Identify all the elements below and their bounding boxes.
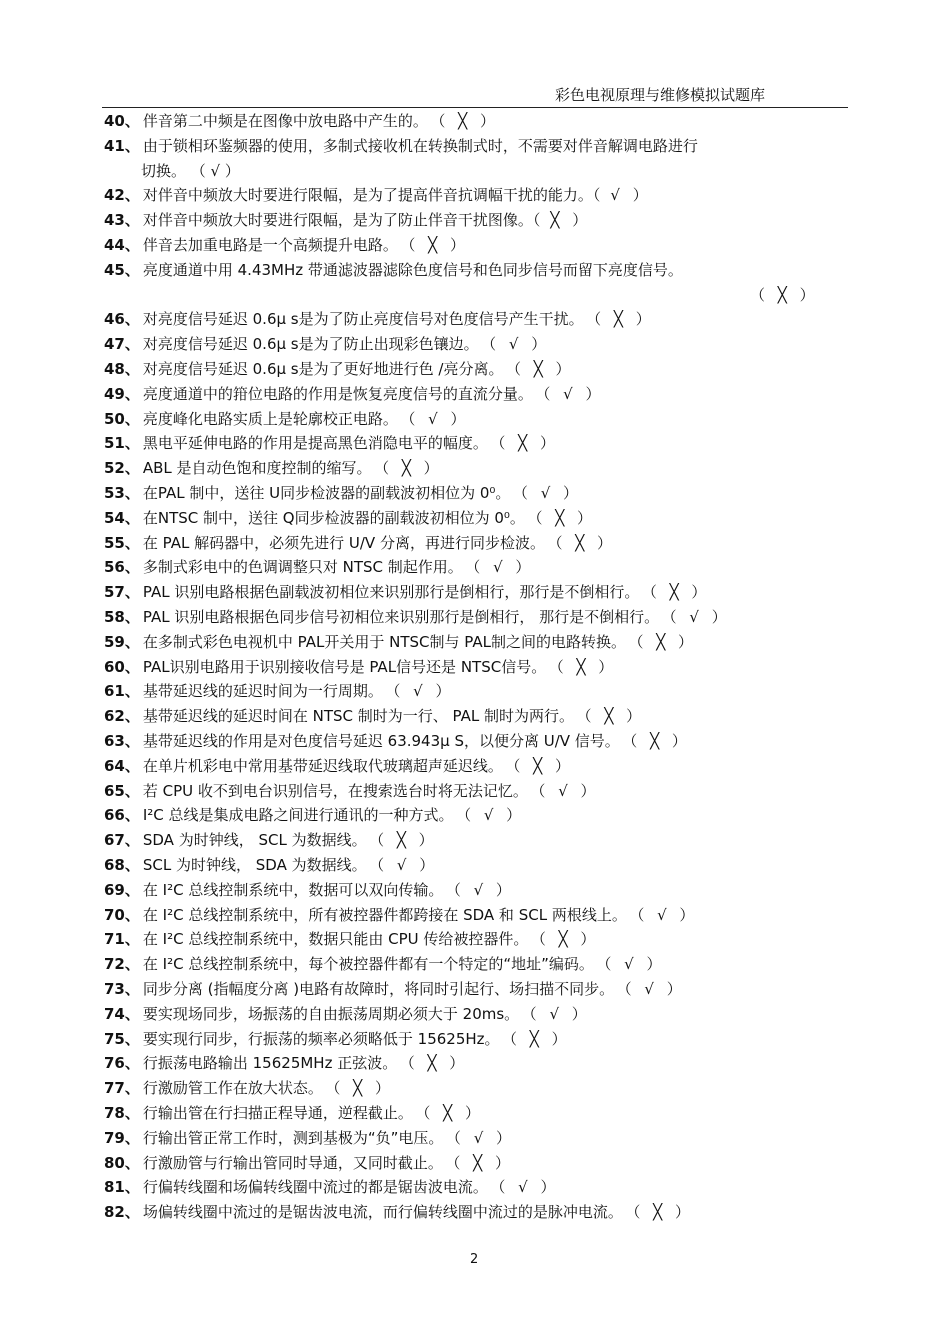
question-number: 82、 — [104, 1203, 140, 1222]
question-number: 60、 — [104, 657, 140, 676]
question-item — [104, 137, 708, 155]
answer-mark: （ ╳ ） — [332, 1079, 394, 1098]
question-text: 伴音去加重电路是一个高频提升电路。 — [142, 236, 398, 254]
question-number: 46、 — [104, 310, 140, 329]
question-number: 50、 — [104, 409, 140, 428]
answer-mark: （ ╳ ） — [422, 1104, 484, 1122]
question-number: 71、 — [104, 930, 140, 949]
answer-mark: （ √ ） — [376, 856, 439, 874]
question-item — [104, 1005, 591, 1023]
question-number: 51、 — [104, 434, 140, 453]
answer-mark: （ ╳ ） — [649, 583, 711, 602]
question-item — [104, 1030, 571, 1048]
answer-mark: （ ╳ ） — [750, 285, 819, 304]
page-number: 2 — [470, 1252, 479, 1267]
question-continuation: 切换。 （ √ ） — [141, 161, 240, 180]
question-item — [104, 881, 515, 899]
answer-mark: （ ╳ ） — [381, 459, 443, 478]
answer-mark: （ ╳ ） — [407, 236, 469, 254]
answer-mark: （ √ ） — [392, 682, 455, 701]
question-item — [104, 732, 691, 750]
question-number: 65、 — [104, 781, 140, 800]
question-item — [104, 906, 698, 924]
answer-mark: （ √ ） — [463, 806, 526, 825]
question-text: SDA 为时钟线， SCL 为数据线。 — [142, 831, 367, 850]
question-number: 63、 — [104, 732, 140, 750]
question-number: 67、 — [104, 831, 140, 850]
question-number: 49、 — [104, 384, 140, 403]
question-number: 62、 — [104, 707, 140, 726]
question-text: 基带延迟线的作用是对色度信号延迟 63.943μ S，以便分离 U/V 信号。 — [142, 732, 620, 750]
answer-mark: （ ╳ ） — [538, 930, 600, 949]
question-text: 对伴音中频放大时要进行限幅，是为了提高伴音抗调幅干扰的能力。（ — [142, 186, 601, 205]
question-item — [104, 856, 438, 874]
question-text: SCL 为时钟线， SDA 为数据线。 — [142, 856, 367, 874]
question-item — [104, 310, 655, 328]
question-text: ABL 是自动色饱和度控制的缩写。 — [142, 459, 372, 478]
question-number: 81、 — [104, 1178, 140, 1197]
question-number: 64、 — [104, 756, 140, 775]
question-text: 在 PAL 解码器中，必须先进行 U/V 分离，再进行同步检波。 — [142, 533, 545, 552]
question-item — [104, 757, 574, 775]
question-number: 80、 — [104, 1153, 140, 1172]
question-text: 在PAL 制中，送往 U同步检波器的副载波初相位为 0⁰。 — [142, 484, 511, 502]
question-number: 61、 — [104, 682, 140, 701]
answer-mark: （ √ ） — [636, 905, 699, 924]
question-text: 在NTSC 制中，送往 Q同步检波器的副载波初相位为 0⁰。 — [142, 508, 525, 527]
question-number: 52、 — [104, 459, 140, 478]
question-item — [104, 1104, 484, 1122]
question-text: 要实现行同步，行振荡的频率必须略低于 15625Hz。 — [142, 1029, 500, 1048]
question-text: 行偏转线圈和场偏转线圈中流过的都是锯齿波电流。 — [142, 1178, 488, 1197]
answer-mark: （ ╳ ） — [509, 1029, 571, 1048]
question-item — [104, 707, 645, 725]
question-item — [104, 410, 470, 428]
answer-mark: （ √ ） — [407, 409, 470, 428]
question-item — [104, 236, 469, 254]
answer-mark: （ ╳ ） — [629, 732, 691, 750]
question-number: 40、 — [104, 112, 140, 130]
question-text: 行输出管在行扫描正程导通，逆程截止。 — [142, 1104, 413, 1122]
question-text: 在单片机彩电中常用基带延迟线取代玻璃超声延迟线。 — [142, 756, 503, 775]
question-item — [104, 608, 731, 626]
question-text: 在 I²C 总线控制系统中，所有被控器件都跨接在 SDA 和 SCL 两根线上。 — [142, 905, 627, 924]
question-item — [104, 186, 652, 204]
answer-mark: （ ╳ ） — [635, 632, 698, 651]
question-text: 行输出管正常工作时，测到基极为“负”电压。 — [142, 1128, 444, 1147]
answer-mark: √ ） — [610, 186, 652, 205]
question-text: 基带延迟线的延迟时间在 NTSC 制时为一行、 PAL 制时为两行。 — [142, 707, 575, 726]
question-item — [104, 261, 693, 279]
answer-mark: （ ╳ ） — [407, 1054, 469, 1073]
question-item — [104, 385, 605, 403]
question-item — [104, 633, 697, 651]
question-item — [104, 1178, 560, 1196]
question-text: 要实现场同步，场振荡的自由振荡周期必须大于 20ms。 — [142, 1004, 520, 1023]
question-item — [104, 930, 599, 948]
question-text: 对亮度信号延迟 0.6μ s是为了防止亮度信号对色度信号产生干扰。 — [142, 310, 584, 329]
question-number: 70、 — [104, 905, 140, 924]
question-number: 69、 — [104, 880, 140, 899]
question-number: 68、 — [104, 856, 140, 874]
answer-mark: （ ╳ ） — [437, 112, 499, 130]
question-number: 79、 — [104, 1128, 140, 1147]
question-text: I²C 总线是集成电路之间进行通讯的一种方式。 — [142, 806, 454, 825]
question-number: 78、 — [104, 1104, 140, 1122]
question-text: 在 I²C 总线控制系统中，每个被控器件都有一个特定的“地址”编码。 — [142, 955, 594, 974]
question-number: 76、 — [104, 1054, 140, 1073]
question-number: 66、 — [104, 806, 140, 825]
question-text: 对亮度信号延迟 0.6μ s是为了更好地进行色 /亮分离。 — [142, 360, 504, 378]
answer-mark: （ √ ） — [542, 384, 605, 403]
question-text: 在多制式彩色电视机中 PAL开关用于 NTSC制与 PAL制之间的电路转换。 — [142, 632, 626, 651]
answer-mark: （ √ ） — [603, 955, 666, 974]
question-number: 75、 — [104, 1029, 140, 1048]
question-text: 场偏转线圈中流过的是锯齿波电流，而行偏转线圈中流过的是脉冲电流。 — [142, 1203, 623, 1222]
answer-mark: ╳ ） — [550, 211, 592, 230]
question-text: PAL识别电路用于识别接收信号是 PAL信号还是 NTSC信号。 — [142, 657, 547, 676]
question-item — [104, 534, 616, 552]
question-text: 基带延迟线的延迟时间为一行周期。 — [142, 682, 383, 701]
question-number: 47、 — [104, 335, 140, 354]
question-number: 53、 — [104, 484, 140, 502]
question-text: 行振荡电路输出 15625MHz 正弦波。 — [142, 1054, 398, 1073]
answer-mark: （ ╳ ） — [452, 1153, 514, 1172]
question-item — [104, 1129, 515, 1147]
question-number: 72、 — [104, 955, 140, 974]
question-number: 55、 — [104, 533, 140, 552]
answer-mark: （ √ ） — [669, 608, 731, 626]
question-text: PAL 识别电路根据色副载波初相位来识别那行是倒相行，那行是不倒相行。 — [142, 583, 640, 602]
question-text: 对亮度信号延迟 0.6μ s是为了防止出现彩色镶边。 — [142, 335, 479, 354]
question-number: 73、 — [104, 980, 140, 998]
question-number: 43、 — [104, 211, 140, 230]
question-text: 在 I²C 总线控制系统中，数据可以双向传输。 — [142, 880, 444, 899]
question-number: 57、 — [104, 583, 140, 602]
question-number: 48、 — [104, 360, 140, 378]
question-text: 黑电平延伸电路的作用是提高黑色消隐电平的幅度。 — [142, 434, 488, 453]
question-item — [104, 484, 582, 502]
question-item — [104, 1079, 394, 1097]
question-item — [104, 434, 559, 452]
question-item — [104, 1054, 468, 1072]
answer-mark: （ √ ） — [453, 1128, 516, 1147]
answer-mark: （ √ ） — [488, 335, 551, 354]
question-number: 41、 — [104, 136, 140, 155]
answer-mark: （ √ ） — [453, 880, 515, 899]
answer-mark: （ ╳ ） — [376, 831, 438, 850]
question-item — [104, 360, 575, 378]
answer-mark: （ ╳ ） — [584, 707, 646, 726]
answer-mark: （ ╳ ） — [632, 1203, 694, 1222]
answer-mark: （ √ ） — [497, 1178, 560, 1197]
question-number: 42、 — [104, 186, 140, 205]
question-item — [104, 658, 617, 676]
answer-mark: （ ╳ ） — [497, 434, 559, 453]
answer-mark: （ √ ） — [624, 980, 686, 998]
question-number: 59、 — [104, 632, 140, 651]
question-item — [104, 583, 710, 601]
answer-mark: （ ╳ ） — [534, 508, 597, 527]
question-number: 45、 — [104, 260, 140, 279]
question-text: 若 CPU 收不到电台识别信号，在搜索选台时将无法记忆。 — [142, 781, 528, 800]
question-number: 54、 — [104, 508, 140, 527]
question-item — [104, 459, 443, 477]
question-text: 亮度通道中用 4.43MHz 带通滤波器滤除色度信号和色同步信号而留下亮度信号。 — [142, 260, 683, 279]
question-item — [104, 335, 550, 353]
question-item — [104, 1203, 694, 1221]
question-text: 多制式彩电中的色调调整只对 NTSC 制起作用。 — [142, 558, 463, 577]
answer-mark: （ √ ） — [537, 781, 600, 800]
question-item — [104, 682, 455, 700]
question-item — [104, 509, 596, 527]
question-text: 行激励管工作在放大状态。 — [142, 1079, 323, 1098]
question-text: 由于锁相环鉴频器的使用，多制式接收机在转换制式时，不需要对伴音解调电路进行 — [142, 136, 698, 155]
question-item — [104, 831, 438, 849]
header-rule — [102, 107, 848, 108]
answer-mark: （ ╳ ） — [513, 360, 575, 378]
question-item — [104, 112, 499, 130]
answer-mark: （ ╳ ） — [554, 533, 617, 552]
question-item — [104, 211, 591, 229]
question-text: PAL 识别电路根据色同步信号初相位来识别那行是倒相行， 那行是不倒相行。 — [142, 608, 660, 626]
question-item — [104, 782, 600, 800]
question-text: 对伴音中频放大时要进行限幅，是为了防止伴音干扰图像。（ — [142, 211, 541, 230]
answer-mark: （ √ ） — [529, 1004, 591, 1023]
question-text: 同步分离 (指幅度分离 )电路有故障时，将同时引起行、场扫描不同步。 — [142, 980, 615, 998]
answer-mark: （ ╳ ） — [556, 657, 618, 676]
question-number: 44、 — [104, 236, 140, 254]
document-header-title: 彩色电视原理与维修模拟试题库 — [555, 86, 766, 104]
question-text: 亮度峰化电路实质上是轮廓校正电路。 — [142, 409, 398, 428]
question-item — [104, 558, 534, 576]
question-item — [104, 806, 525, 824]
question-item — [104, 1154, 514, 1172]
answer-mark: （ ╳ ） — [512, 756, 574, 775]
question-number: 58、 — [104, 608, 140, 626]
question-text: 伴音第二中频是在图像中放电路中产生的。 — [142, 112, 428, 130]
answer-mark: （ √ ） — [472, 558, 535, 577]
question-text: 行激励管与行输出管同时导通，又同时截止。 — [142, 1153, 443, 1172]
question-item — [104, 980, 686, 998]
answer-mark: （ ╳ ） — [593, 310, 655, 329]
question-item — [104, 955, 665, 973]
answer-mark: （ √ ） — [520, 484, 583, 502]
question-text: 亮度通道中的箝位电路的作用是恢复亮度信号的直流分量。 — [142, 384, 533, 403]
question-text: 在 I²C 总线控制系统中，数据只能由 CPU 传给被控器件。 — [142, 930, 529, 949]
question-number: 77、 — [104, 1079, 140, 1098]
question-number: 74、 — [104, 1004, 140, 1023]
question-number: 56、 — [104, 558, 140, 577]
